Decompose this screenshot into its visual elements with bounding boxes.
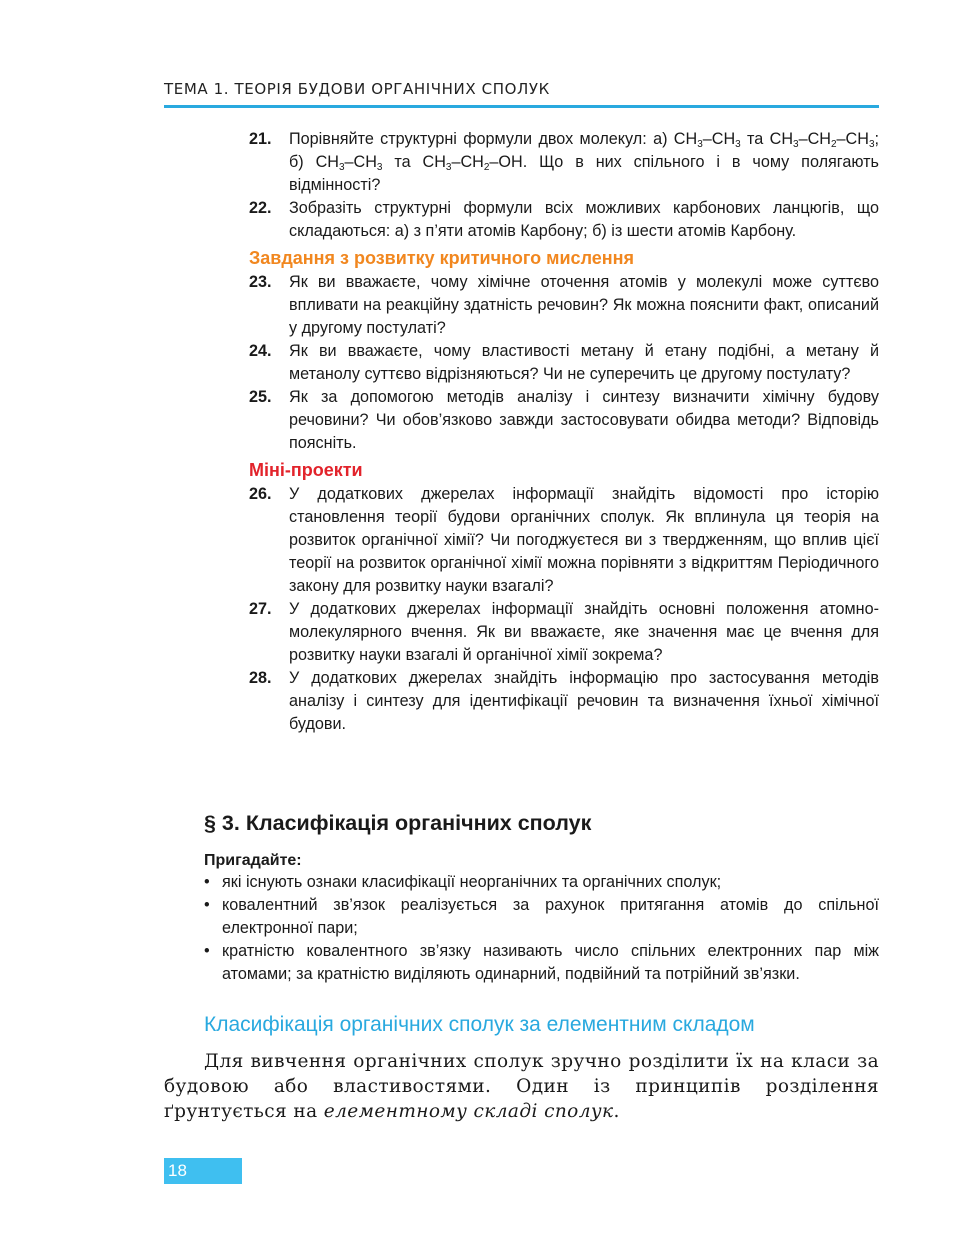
- task-number: 27.: [249, 600, 272, 618]
- task-number: 21.: [249, 130, 272, 148]
- task-27: [249, 598, 879, 667]
- task-text: У додаткових джерелах інформації знайдіть відомості про історію становлення теорії будови органічних сполук. Як вплинула ця теорія на розвиток органічної хімії? Чи погоджуєтеся ви з твердженням, що вплив цієї теорії на розвиток органічної хімії можна порівняти з відкриттям Періодичного закону для розвитку науки взагалі?: [289, 485, 879, 595]
- list-item: • ковалентний зв’язок реалізується за рахунок притягання атомів до спільної електронної пари;: [204, 894, 879, 940]
- task-28: [249, 667, 879, 736]
- subheading: Класифікація органічних сполук за елементним складом: [204, 1013, 755, 1036]
- task-number: 28.: [249, 669, 272, 687]
- body-paragraph: Для вивчення органічних сполук зручно розділити їх на класи за будовою або властивостями. Один із принципів розділення ґрунтується на елементному складі сполук.: [164, 1051, 879, 1122]
- task-23: [249, 271, 879, 340]
- task-text: Зобразіть структурні формули всіх можливих карбонових ланцюгів, що складаються: а) з п’яти атомів Карбону; б) із шести атомів Карбону.: [289, 199, 879, 240]
- page-number: 18: [164, 1158, 242, 1184]
- remember-title: Пригадайте:: [204, 852, 302, 869]
- list-item: • кратністю ковалентного зв’язку називають число спільних електронних пар між атомами; за кратністю виділяють одинарний, подвійний та потрійний зв’язки.: [204, 940, 879, 986]
- header-rule: [164, 105, 879, 108]
- task-number: 25.: [249, 388, 272, 406]
- remember-block: [204, 850, 879, 986]
- task-number: 24.: [249, 342, 272, 360]
- remember-list: [204, 871, 879, 986]
- running-header: ТЕМА 1. ТЕОРІЯ БУДОВИ ОРГАНІЧНИХ СПОЛУК: [164, 80, 550, 98]
- task-number: 22.: [249, 199, 272, 217]
- paragraph-title: § 3. Класифікація органічних сполук: [204, 811, 592, 835]
- task-text: Порівняйте структурні формули двох молекул: а) $CH_3-CH_3$ та $CH_3-CH_2-CH_3$; б) $CH_3-CH_3$ та $CH_3-CH_2-OH$. Що в них спільного і в чому полягають відмінності?: [289, 130, 879, 194]
- task-text: Як за допомогою методів аналізу і синтезу визначити хімічну будову речовини? Чи обов’язково завжди застосовувати обидва методи? Відповідь поясніть.: [289, 388, 879, 452]
- list-item: • які існують ознаки класифікації неорганічних та органічних сполук;: [204, 871, 879, 894]
- emphasis: елементному складі сполук: [323, 1101, 614, 1122]
- task-number: 26.: [249, 485, 272, 503]
- task-21: [249, 128, 879, 197]
- task-text: Як ви вважаєте, чому властивості метану й етану подібні, а метану й метанолу суттєво відрізняються? Чи не суперечить це другому постулату?: [289, 342, 879, 383]
- task-text: У додаткових джерелах знайдіть інформацію про застосування методів аналізу і синтезу для ідентифікації речовин та визначення їхньої хімічної будови.: [289, 669, 879, 733]
- task-text: Як ви вважаєте, чому хімічне оточення атомів у молекулі може суттєво впливати на реакційну здатність речовин? Як можна пояснити факт, описаний у другому постулаті?: [289, 273, 879, 337]
- task-26: [249, 483, 879, 598]
- section-title-critical: Завдання з розвитку критичного мислення: [249, 248, 635, 268]
- task-number: 23.: [249, 273, 272, 291]
- task-25: [249, 386, 879, 455]
- task-22: [249, 197, 879, 243]
- task-list-top: [249, 128, 879, 736]
- section-title-projects: Міні-проекти: [249, 460, 363, 480]
- task-24: [249, 340, 879, 386]
- task-text: У додаткових джерелах інформації знайдіть основні положення атомно-молекулярного вчення. Як ви вважаєте, яке значення має це вчення для розвитку науки взагалі й органічної хімії зокрема?: [289, 600, 879, 664]
